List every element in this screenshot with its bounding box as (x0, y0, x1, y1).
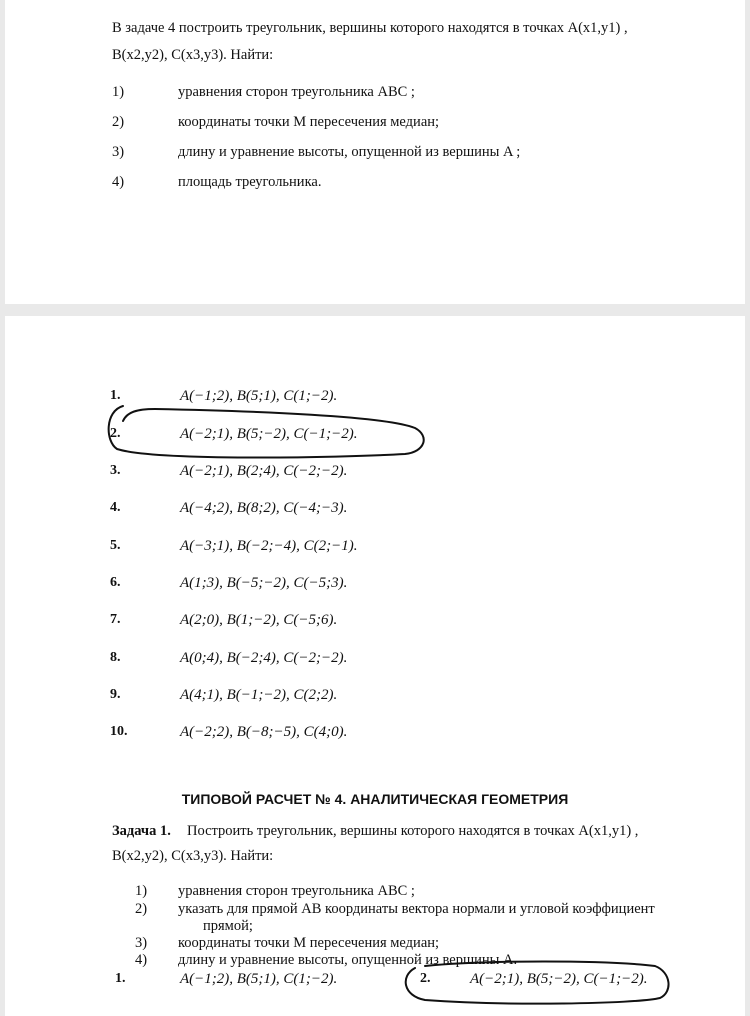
variant-coordinates: A(1;3), B(−5;−2), C(−5;3). (180, 575, 348, 591)
task-line-1: Построить треугольник, вершины которого находятся в точках A(x1,y1) , (187, 823, 639, 839)
variant-coordinates: A(−2;1), B(5;−2), C(−1;−2). (180, 426, 358, 442)
list-item-number: 4) (112, 174, 125, 190)
document-page-2 (5, 316, 745, 1016)
list-item-number: 4) (135, 952, 148, 968)
variant-coordinates: A(−2;1), B(5;−2), C(−1;−2). (470, 971, 648, 987)
pen-annotations (5, 316, 745, 1016)
task-label: Задача 1. (112, 823, 171, 839)
intro-line-2: B(x2,y2), C(x3,y3). Найти: (112, 47, 274, 63)
variant-coordinates: A(4;1), B(−1;−2), C(2;2). (180, 687, 338, 703)
variant-number: 10. (110, 724, 128, 739)
variant-coordinates: A(−3;1), B(−2;−4), C(2;−1). (180, 538, 358, 554)
circle-mark (406, 962, 669, 1004)
variant-coordinates: A(−2;1), B(2;4), C(−2;−2). (180, 463, 348, 479)
list-item-text: прямой; (203, 918, 253, 934)
variant-number: 1. (115, 971, 126, 986)
list-item-number: 1) (135, 883, 148, 899)
variant-coordinates: A(−1;2), B(5;1), C(1;−2). (180, 388, 338, 404)
list-item-text: координаты точки M пересечения медиан; (178, 114, 440, 130)
section-heading: ТИПОВОЙ РАСЧЕТ № 4. АНАЛИТИЧЕСКАЯ ГЕОМЕТРИЯ (181, 791, 569, 807)
variant-coordinates: A(−4;2), B(8;2), C(−4;−3). (180, 500, 348, 516)
task-line-2: B(x2,y2), C(x3,y3). Найти: (112, 848, 274, 864)
variant-number: 9. (110, 687, 121, 702)
variant-coordinates: A(−2;2), B(−8;−5), C(4;0). (180, 724, 348, 740)
list-item-text: координаты точки M пересечения медиан; (178, 935, 440, 951)
variant-coordinates: A(−1;2), B(5;1), C(1;−2). (180, 971, 338, 987)
list-item-number: 3) (112, 144, 125, 160)
list-item-text: длину и уравнение высоты, опущенной из вершины A. (178, 952, 518, 968)
document-page-1 (5, 0, 745, 304)
variant-number: 2. (420, 971, 431, 986)
circle-mark (109, 406, 424, 458)
variant-coordinates: A(2;0), B(1;−2), C(−5;6). (180, 612, 338, 628)
list-item-text: уравнения сторон треугольника ABC ; (178, 883, 415, 899)
variant-number: 2. (110, 426, 121, 441)
list-item-number: 3) (135, 935, 148, 951)
list-item-text: длину и уравнение высоты, опущенной из вершины A ; (178, 144, 521, 160)
list-item-number: 1) (112, 84, 125, 100)
variant-number: 8. (110, 650, 121, 665)
intro-line-1: В задаче 4 построить треугольник, вершины которого находятся в точках A(x1,y1) , (112, 20, 628, 36)
variant-number: 3. (110, 463, 121, 478)
variant-number: 4. (110, 500, 121, 515)
list-item-number: 2) (135, 901, 148, 917)
list-item-text: указать для прямой AB координаты вектора нормали и угловой коэффициент (178, 901, 655, 917)
variant-number: 7. (110, 612, 121, 627)
list-item-text: площадь треугольника. (178, 174, 322, 190)
variant-number: 1. (110, 388, 121, 403)
list-item-number: 2) (112, 114, 125, 130)
variant-number: 6. (110, 575, 121, 590)
list-item-text: уравнения сторон треугольника ABC ; (178, 84, 415, 100)
variant-number: 5. (110, 538, 121, 553)
variant-coordinates: A(0;4), B(−2;4), C(−2;−2). (180, 650, 348, 666)
